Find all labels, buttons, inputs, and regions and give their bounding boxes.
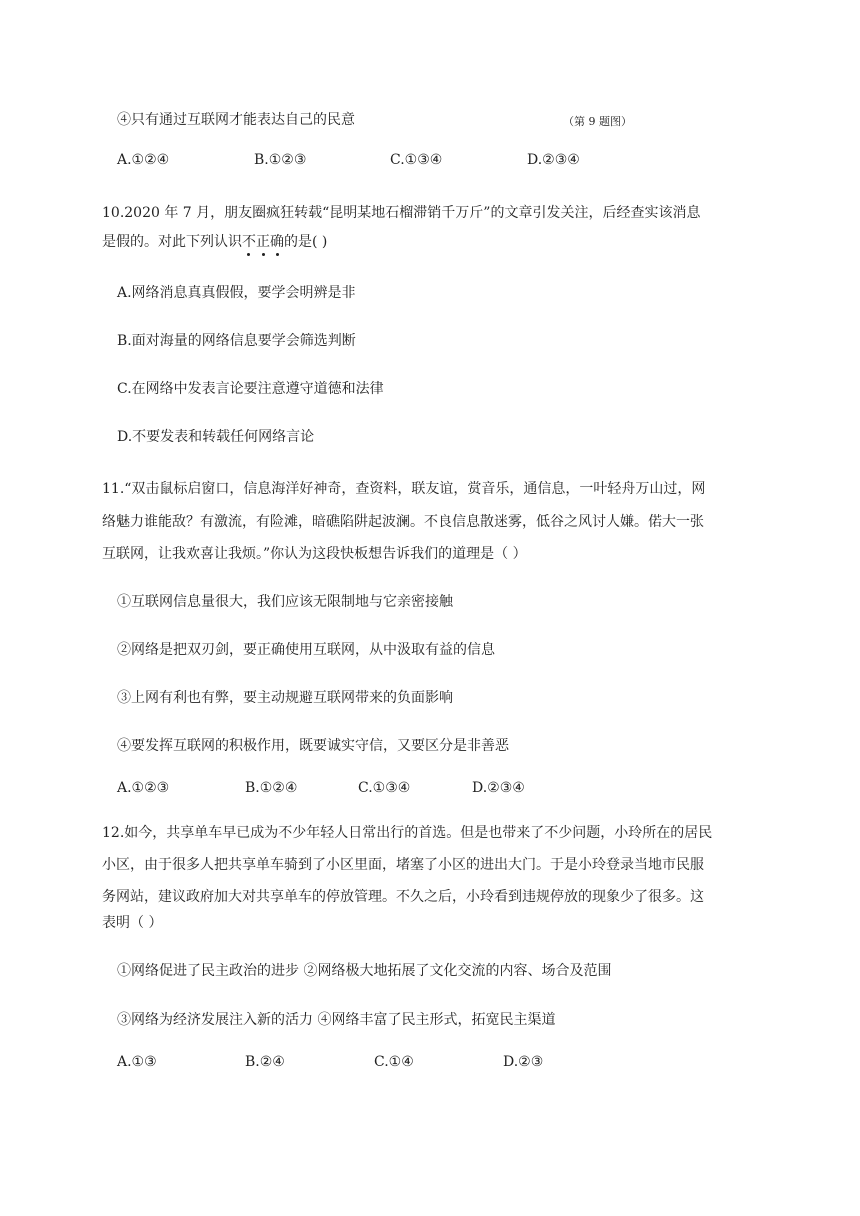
q9-option-c: C.①③④ xyxy=(390,152,443,168)
q11-stem-line-2: 络魅力谁能敌？有激流，有险滩，暗礁陷阱起波澜。不良信息散迷雾，低谷之风讨人嫌。偌大一张 xyxy=(102,514,704,530)
q9-option-b: B.①②③ xyxy=(254,152,307,168)
q10-option-c: C.在网络中发表言论要注意遵守道德和法律 xyxy=(117,381,384,397)
q10-stem-suffix: 的是( ) xyxy=(284,234,328,250)
q11-item-2: ②网络是把双刃剑，要正确使用互联网，从中汲取有益的信息 xyxy=(117,642,495,658)
q11-option-b: B.①②④ xyxy=(245,780,298,796)
q12-stem-line-4: 表明（ ） xyxy=(102,915,163,931)
q12-option-d: D.②③ xyxy=(503,1054,544,1070)
q10-option-d: D.不要发表和转载任何网络言论 xyxy=(117,429,315,445)
q11-item-3: ③上网有利也有弊，要主动规避互联网带来的负面影响 xyxy=(117,690,453,706)
q11-option-a: A.①②③ xyxy=(117,780,170,796)
q12-items-row-1: ①网络促进了民主政治的进步 ②网络极大地拓展了文化交流的内容、场合及范围 xyxy=(117,963,612,979)
q9-figure-caption: （第 9 题图） xyxy=(563,115,632,128)
q11-stem-line-3: 互联网，让我欢喜让我烦。”你认为这段快板想告诉我们的道理是（ ） xyxy=(102,546,527,562)
q10-stem-prefix: 是假的。对此下列认识 xyxy=(102,234,242,250)
q12-option-b: B.②④ xyxy=(245,1054,285,1070)
q11-option-c: C.①③④ xyxy=(358,780,411,796)
q12-option-a: A.①③ xyxy=(117,1054,157,1070)
q12-option-c: C.①④ xyxy=(374,1054,414,1070)
q9-item-4: ④只有通过互联网才能表达自己的民意 xyxy=(117,112,355,128)
q12-stem-line-3: 务网站，建议政府加大对共享单车的停放管理。不久之后，小玲看到违规停放的现象少了很多。这 xyxy=(102,889,704,905)
q11-item-1: ①互联网信息量很大，我们应该无限制地与它亲密接触 xyxy=(117,594,453,610)
q10-stem-line-1: 10.2020 年 7 月，朋友圈疯狂转载“昆明某地石榴滞销千万斤”的文章引发关注，后经查实该消息 xyxy=(102,205,701,221)
q9-option-d: D.②③④ xyxy=(527,152,580,168)
q10-emphasis-not-correct: 不正确 xyxy=(242,234,284,250)
q11-stem-line-1: 11.“双击鼠标启窗口，信息海洋好神奇，查资料，联友谊，赏音乐，通信息，一叶轻舟万山过，网 xyxy=(102,481,706,497)
q10-stem-line-2 xyxy=(102,232,327,252)
q10-option-a: A.网络消息真真假假，要学会明辨是非 xyxy=(117,285,356,301)
q9-option-a: A.①②④ xyxy=(117,152,170,168)
q12-items-row-2: ③网络为经济发展注入新的活力 ④网络丰富了民主形式，拓宽民主渠道 xyxy=(117,1012,556,1028)
q11-option-d: D.②③④ xyxy=(472,780,525,796)
q12-stem-line-1: 12.如今，共享单车早已成为不少年轻人日常出行的首选。但是也带来了不少问题，小玲所在的居民 xyxy=(102,825,713,841)
q11-item-4: ④要发挥互联网的积极作用，既要诚实守信，又要区分是非善恶 xyxy=(117,738,509,754)
q12-stem-line-2: 小区，由于很多人把共享单车骑到了小区里面，堵塞了小区的进出大门。于是小玲登录当地市民服 xyxy=(102,857,704,873)
q10-option-b: B.面对海量的网络信息要学会筛选判断 xyxy=(117,333,356,349)
